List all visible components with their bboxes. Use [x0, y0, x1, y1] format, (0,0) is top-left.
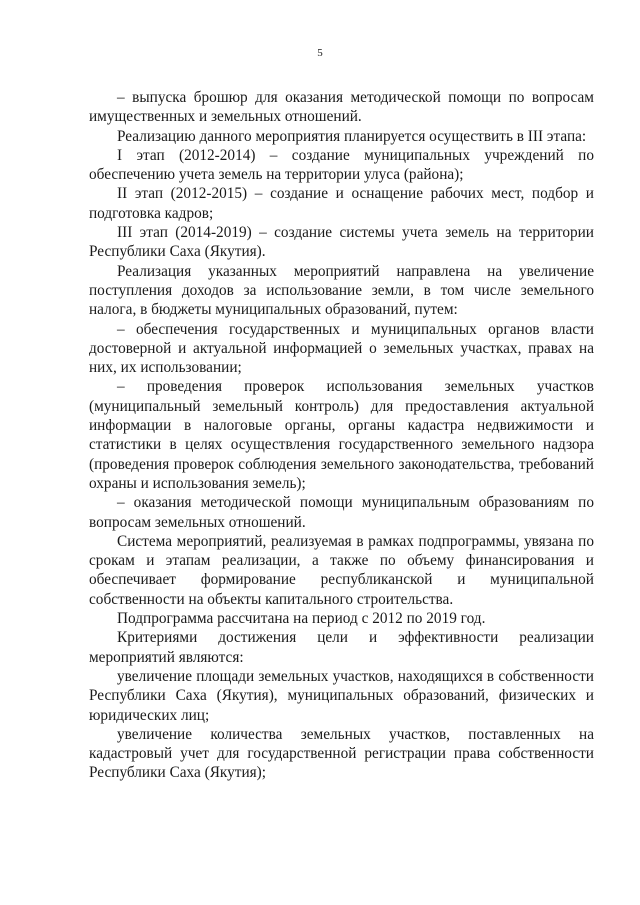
paragraph-period: Подпрограмма рассчитана на период с 2012 по 2019 год.: [117, 610, 486, 628]
paragraph-stage-3: III этап (2014-2019) – создание системы учета земель на территории Республики Саха (Якутия).: [89, 224, 594, 261]
page-number: 5: [317, 47, 323, 59]
paragraph-stage-2: II этап (2012-2015) – создание и оснащение рабочих мест, подбор и подготовка кадров;: [89, 185, 594, 222]
paragraph-criterion-count: увеличение количества земельных участков, поставленных на кадастровый учет для государственной регистрации права собственности Республики Саха (Якутия);: [89, 725, 594, 782]
paragraph-brochures: – выпуска брошюр для оказания методической помощи по вопросам имущественных и земельных отношений.: [89, 89, 594, 126]
paragraph-inspections: – проведения проверок использования земельных участков (муниципальный земельный контроль) для предоставления актуальной информации в налоговые органы, органы кадастра недвижимости и статистики в целях осуществления государственного земельного надзора (проведения проверок соблюдения земельного законодательства, требований охраны и использования земель);: [89, 378, 594, 492]
paragraph-criteria-intro: Критериями достижения цели и эффективности реализации мероприятий являются:: [89, 629, 594, 666]
paragraph-stages-intro: Реализацию данного мероприятия планируется осуществить в III этапа:: [117, 127, 587, 145]
paragraph-stage-1: I этап (2012-2014) – создание муниципальных учреждений по обеспечению учета земель на территории улуса (района);: [89, 146, 594, 184]
paragraph-system-of-measures: Система мероприятий, реализуемая в рамках подпрограммы, увязана по срокам и этапам реализации, а также по объему финансирования и обеспечивает формирование республиканской и муниципальной собственности на объекты капитального строительства.: [89, 532, 594, 608]
document-body: [89, 88, 594, 783]
paragraph-information-provision: – обеспечения государственных и муниципальных органов власти достоверной и актуальной информацией о земельных участках, правах на них, их использовании;: [89, 320, 594, 377]
paragraph-revenue-goal: Реализация указанных мероприятий направлена на увеличение поступления доходов за использование земли, в том числе земельного налога, в бюджеты муниципальных образований, путем:: [89, 262, 594, 319]
paragraph-criterion-area: увеличение площади земельных участков, находящихся в собственности Республики Саха (Якутия), муниципальных образований, физических и юридических лиц;: [89, 667, 594, 724]
paragraph-methodical-help: – оказания методической помощи муниципальным образованиям по вопросам земельных отношений.: [89, 494, 594, 531]
